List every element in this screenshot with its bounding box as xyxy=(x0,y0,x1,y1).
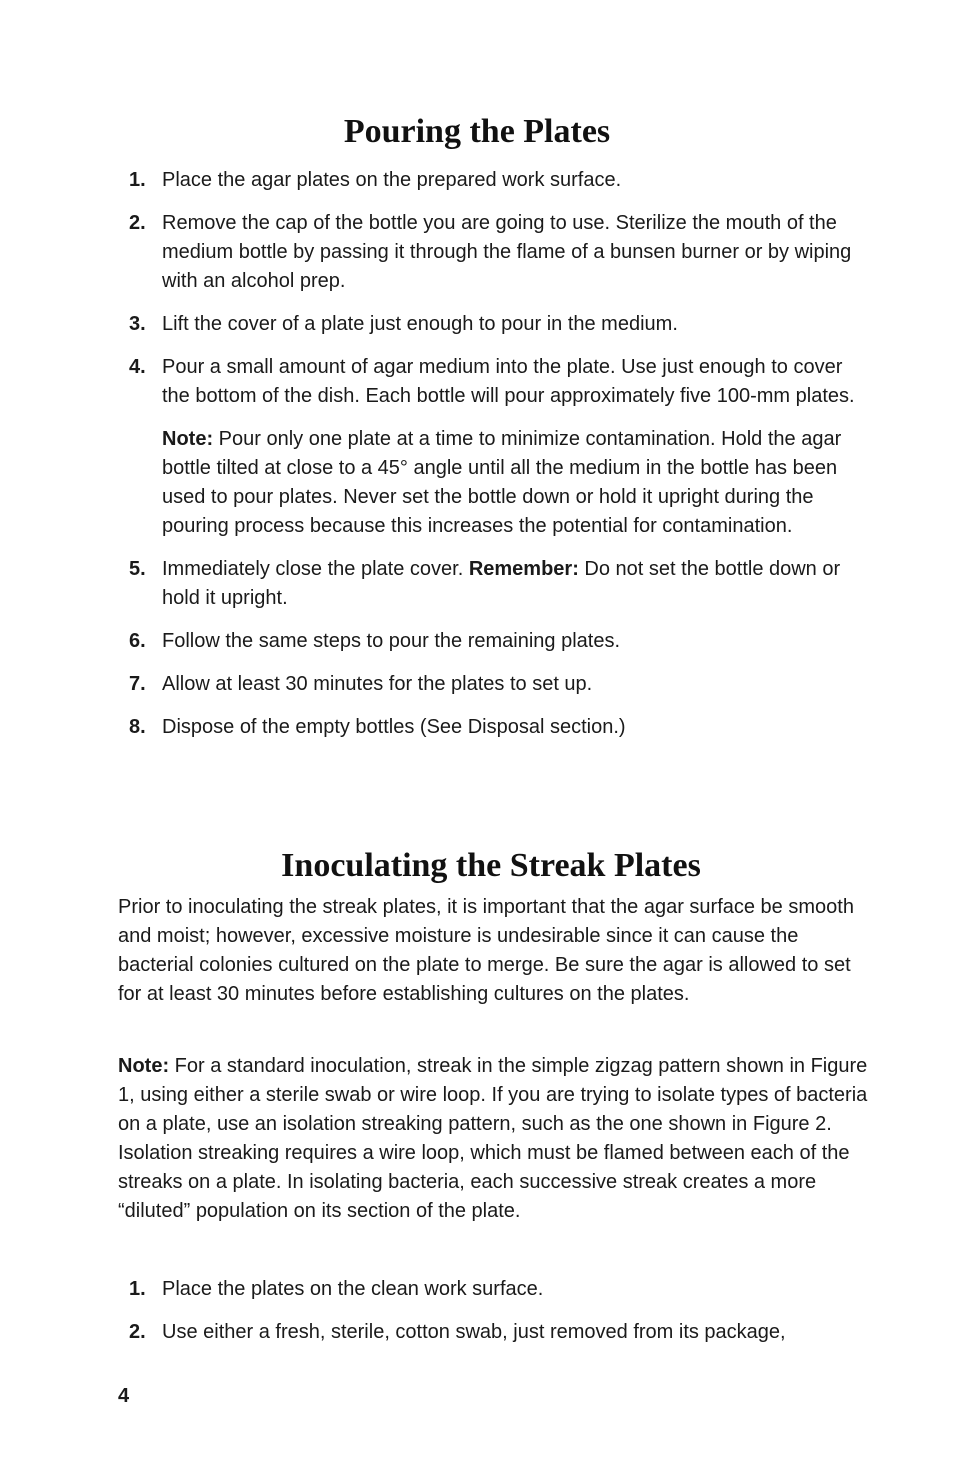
list-item xyxy=(0,310,954,339)
remember-label: Remember: xyxy=(468,558,579,580)
note-label: Note: xyxy=(118,1055,170,1077)
list-item xyxy=(0,209,954,296)
list-item xyxy=(0,1275,954,1304)
step-number: 2. xyxy=(129,212,146,234)
step-text: Pour a small amount of agar medium into the plate. Use just enough to cover the bottom of the dish. Each bottle will pour approximately five 100-mm plates. xyxy=(162,356,855,407)
step-text: Allow at least 30 minutes for the plates to set up. xyxy=(162,673,593,695)
pouring-steps-list xyxy=(0,166,954,756)
section-title-inoculating: Inoculating the Streak Plates xyxy=(281,847,701,884)
step-number: 1. xyxy=(129,169,146,191)
list-item xyxy=(0,713,954,742)
step-number: 6. xyxy=(129,630,146,652)
intro-paragraph: Prior to inoculating the streak plates, it is important that the agar surface be smooth and moist; however, excessive moisture is undesirable since it can cause the bacterial colonies cultured on the plate to merge. Be sure the agar is allowed to set for at least 30 minutes before establishing cultures on the plates. xyxy=(118,896,854,1005)
step-text: Place the agar plates on the prepared work surface. xyxy=(162,169,622,191)
note-text: Pour only one plate at a time to minimize contamination. Hold the agar bottle tilted at close to a 45° angle until all the medium in the bottle has been used to pour plates. Never set the bottle down or hold it upright during the pouring process because this increases the potential for contamination. xyxy=(162,428,842,537)
step-number: 8. xyxy=(129,716,146,738)
step-number: 3. xyxy=(129,313,146,335)
pouring-note xyxy=(162,425,868,541)
step-text-continued: Do not set the bottle down or hold it upright. xyxy=(162,558,841,609)
step-text: Lift the cover of a plate just enough to pour in the medium. xyxy=(162,313,678,335)
inoculation-note xyxy=(118,1052,868,1226)
step-text: Immediately close the plate cover. xyxy=(162,558,469,580)
step-number: 4. xyxy=(129,356,146,378)
list-item xyxy=(0,166,954,195)
list-item xyxy=(0,555,954,613)
step-number: 7. xyxy=(129,673,146,695)
section-title-pouring: Pouring the Plates xyxy=(343,113,611,150)
step-number: 5. xyxy=(129,558,146,580)
list-item xyxy=(0,1318,954,1347)
step-number: 2. xyxy=(129,1321,146,1343)
note-label: Note: xyxy=(162,428,214,450)
step-text: Follow the same steps to pour the remaining plates. xyxy=(162,630,621,652)
step-text: Place the plates on the clean work surface. xyxy=(162,1278,544,1300)
list-item xyxy=(0,627,954,656)
list-item xyxy=(0,670,954,699)
note-text: For a standard inoculation, streak in the simple zigzag pattern shown in Figure 1, using either a sterile swab or wire loop. If you are trying to isolate types of bacteria on a plate, use an isolation streaking pattern, such as the one shown in Figure 2. Isolation streaking requires a wire loop, which must be flamed between each of the streaks on a plate. In isolating bacteria, each successive streak creates a more “diluted” population on its section of the plate. xyxy=(118,1055,868,1222)
step-text: Dispose of the empty bottles (See Disposal section.) xyxy=(162,716,626,738)
step-number: 1. xyxy=(129,1278,146,1300)
step-text: Remove the cap of the bottle you are going to use. Sterilize the mouth of the medium bottle by passing it through the flame of a bunsen burner or by wiping with an alcohol prep. xyxy=(162,212,852,292)
step-text: Use either a fresh, sterile, cotton swab, just removed from its package, xyxy=(162,1321,786,1343)
page-number: 4 xyxy=(118,1385,130,1407)
list-item xyxy=(0,353,954,541)
inoculating-steps-list xyxy=(0,1275,954,1361)
